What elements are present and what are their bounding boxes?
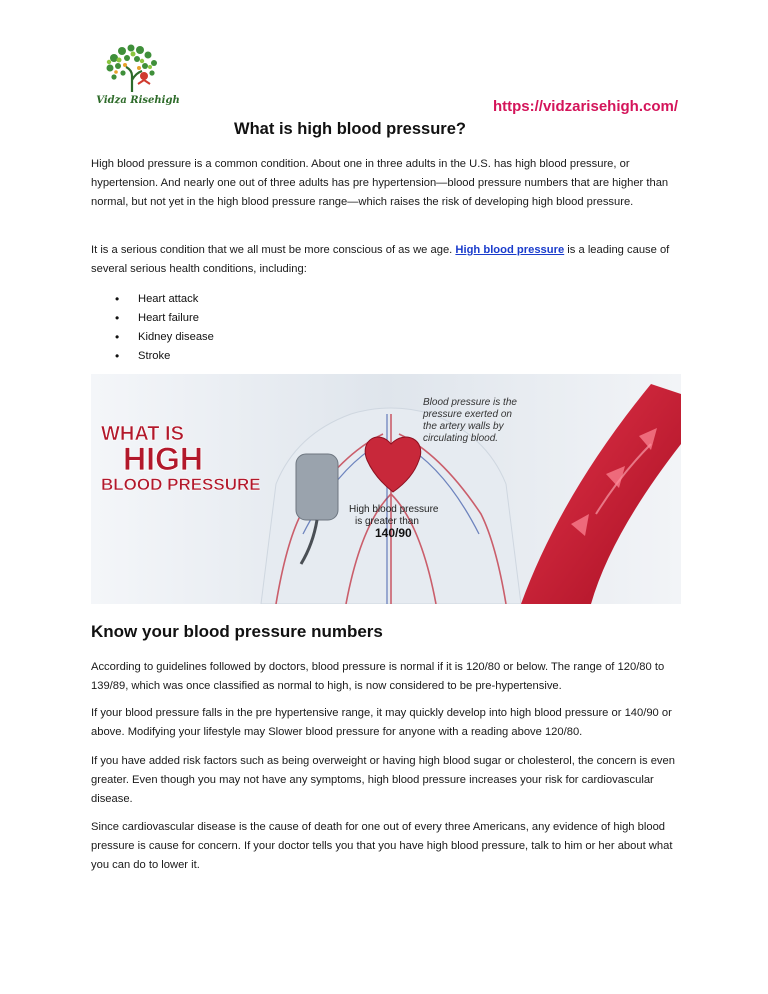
hero-threshold: 140/90 (375, 526, 412, 540)
second-paragraph-before: It is a serious condition that we all must be more conscious of as we age. (91, 244, 456, 256)
high-blood-pressure-link[interactable]: High blood pressure (455, 244, 565, 256)
section-paragraph (91, 658, 681, 696)
list-item: • Kidney disease (91, 328, 214, 347)
intro-paragraph-text: High blood pressure is a common condition. About one in three adults in the U.S. has high blood pressure, or hypertension. And nearly one out of three adults has pre hypertension—blood pressure numbers that are higher than normal, but not yet in the high blood pressure range—which raises the risk of developing high blood pressure. (91, 158, 669, 208)
hero-greater-line1: High blood pressure (349, 504, 439, 515)
hero-greater-line2: is greater than (355, 516, 419, 527)
intro-paragraph (91, 155, 681, 212)
section-paragraph (91, 704, 681, 742)
list-item: • Stroke (91, 347, 214, 366)
blood-pressure-cuff-icon (296, 454, 338, 520)
hero-illustration (91, 374, 681, 604)
section-paragraph-text: According to guidelines followed by doctors, blood pressure is normal if it is 120/80 or below. The range of 120/80 to 139/89, which was once classified as normal to high, is now considered to be pre-hypertensive. (91, 661, 665, 692)
hero-line1: WHAT IS (101, 423, 184, 445)
section-paragraph-text: If you have added risk factors such as being overweight or having high blood sugar or cholesterol, the concern is even greater. Even though you may not have any symptoms, high blood pressure increases your risk for cardiovascular disease. (91, 755, 675, 805)
section-paragraph (91, 818, 681, 875)
section-paragraph-text: Since cardiovascular disease is the cause of death for one out of every three Americans, any evidence of high blood pressure is cause for concern. If your doctor tells you that you have high blood pressure, talk to him or her about what you can do to lower it. (91, 821, 673, 871)
hero-image (91, 374, 681, 604)
tree-logo-icon (92, 40, 184, 98)
section-paragraph-text: If your blood pressure falls in the pre hypertensive range, it may quickly develop into high blood pressure or 140/90 or above. Modifying your lifestyle may Slower blood pressure for anyone with a reading above 120/80. (91, 707, 672, 738)
hero-line2: HIGH (123, 441, 203, 477)
second-paragraph (91, 241, 681, 279)
second-paragraph-after: is a leading cause of several serious health conditions, including: (91, 244, 670, 275)
section-heading: Know your blood pressure numbers (91, 622, 383, 641)
conditions-list (91, 290, 214, 366)
logo-text: Vidza Risehigh (96, 95, 180, 106)
hero-bubble: Blood pressure is the pressure exerted on the artery walls by circulating blood. (423, 397, 517, 444)
site-url-link[interactable]: https://vidzarisehigh.com/ (492, 98, 678, 115)
page-title: What is high blood pressure? (234, 120, 466, 138)
section-paragraph (91, 752, 681, 809)
hero-line3: BLOOD PRESSURE (101, 475, 261, 494)
list-item: • Heart failure (91, 309, 214, 328)
site-logo[interactable] (92, 40, 184, 110)
list-item: • Heart attack (91, 290, 214, 309)
